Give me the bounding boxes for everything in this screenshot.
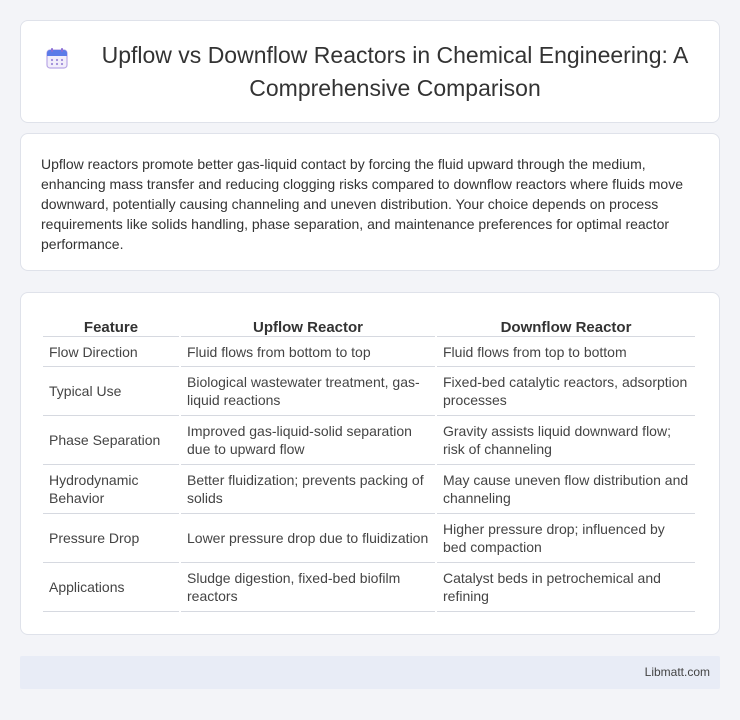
- downflow-cell: May cause uneven flow distribution and channeling: [437, 465, 695, 514]
- table-row: [43, 337, 695, 367]
- feature-cell: Pressure Drop: [43, 514, 179, 563]
- downflow-cell: Higher pressure drop; influenced by bed compaction: [437, 514, 695, 563]
- feature-cell: Applications: [43, 563, 179, 612]
- upflow-cell: Sludge digestion, fixed-bed biofilm reactors: [181, 563, 435, 612]
- comparison-card: [20, 292, 720, 635]
- downflow-cell: Fixed-bed catalytic reactors, adsorption processes: [437, 367, 695, 416]
- upflow-cell: Improved gas-liquid-solid separation due to upward flow: [181, 416, 435, 465]
- feature-cell: Phase Separation: [43, 416, 179, 465]
- upflow-cell: Biological wastewater treatment, gas-liquid reactions: [181, 367, 435, 416]
- upflow-cell: Better fluidization; prevents packing of solids: [181, 465, 435, 514]
- footer: [20, 656, 720, 689]
- calendar-icon: [45, 46, 69, 70]
- column-header-downflow: Downflow Reactor: [437, 315, 695, 337]
- table-row: [43, 416, 695, 465]
- header-card: [20, 20, 720, 123]
- table-header-row: [43, 315, 695, 337]
- comparison-table: [41, 315, 697, 612]
- summary-text: Upflow reactors promote better gas-liquid contact by forcing the fluid upward through the medium, enhancing mass transfer and reducing clogging risks compared to downflow reactors where fluids move downward, potentially causing channeling and uneven distribution. Your choice depends on process requirements like solids handling, phase separation, and maintenance preferences for optimal reactor performance.: [41, 156, 683, 252]
- feature-cell: Flow Direction: [43, 337, 179, 367]
- table-row: [43, 465, 695, 514]
- downflow-cell: Fluid flows from top to bottom: [437, 337, 695, 367]
- page-title: Upflow vs Downflow Reactors in Chemical Engineering: A Comprehensive Comparison: [101, 41, 689, 101]
- downflow-cell: Gravity assists liquid downward flow; risk of channeling: [437, 416, 695, 465]
- summary-card: [20, 133, 720, 271]
- downflow-cell: Catalyst beds in petrochemical and refining: [437, 563, 695, 612]
- feature-cell: Typical Use: [43, 367, 179, 416]
- table-row: [43, 514, 695, 563]
- footer-brand: Libmatt.com: [644, 665, 710, 679]
- upflow-cell: Lower pressure drop due to fluidization: [181, 514, 435, 563]
- upflow-cell: Fluid flows from bottom to top: [181, 337, 435, 367]
- column-header-feature: Feature: [43, 315, 179, 337]
- column-header-upflow: Upflow Reactor: [181, 315, 435, 337]
- table-row: [43, 563, 695, 612]
- feature-cell: Hydrodynamic Behavior: [43, 465, 179, 514]
- table-row: [43, 367, 695, 416]
